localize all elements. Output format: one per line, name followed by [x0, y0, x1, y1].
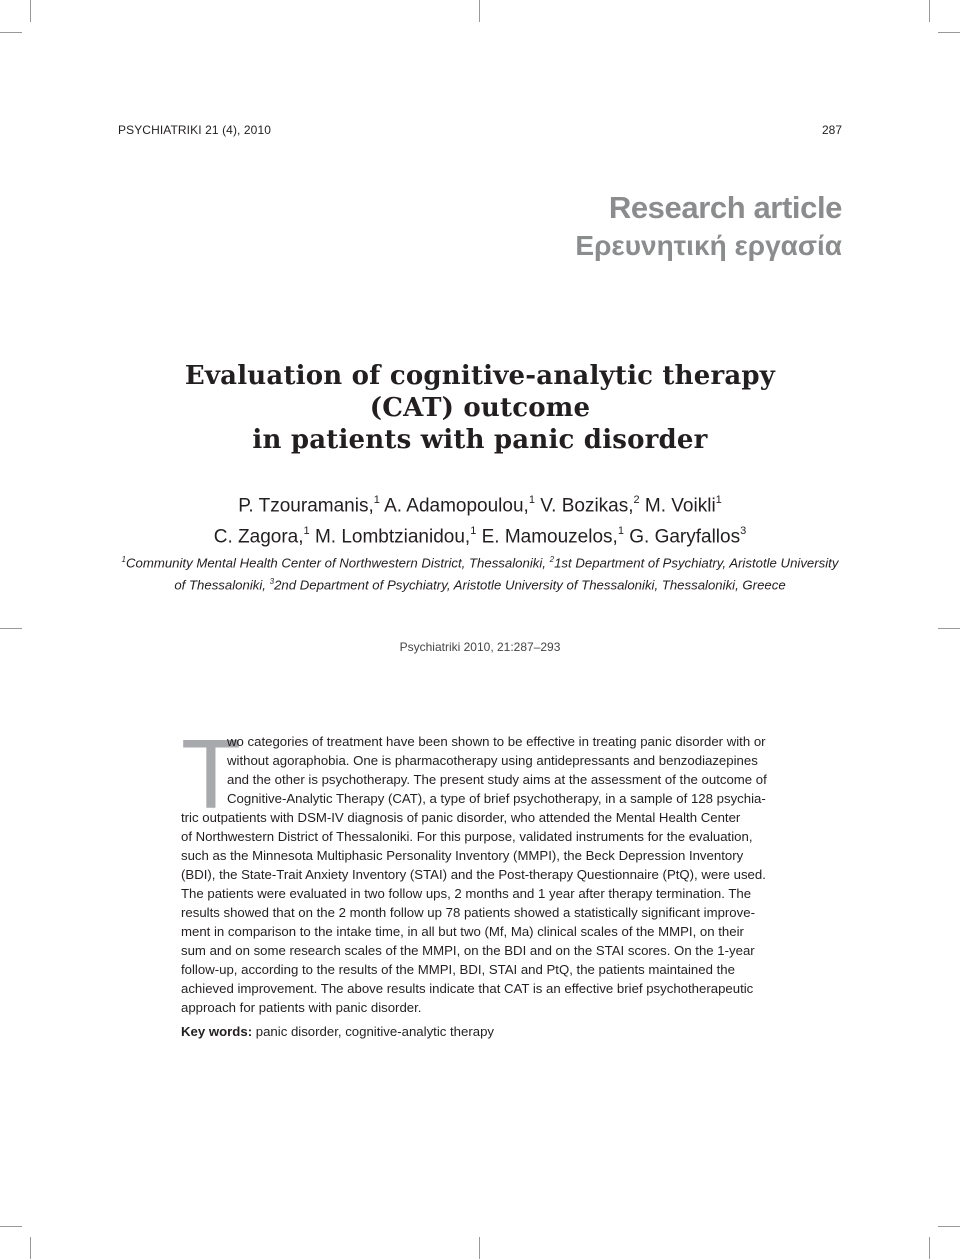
crop-mark-left-bottom [0, 1226, 22, 1227]
affiliation-line-2 [110, 572, 850, 594]
author-affiliation-number: 1 [470, 525, 477, 538]
abstract-line: of Northwestern District of Thessaloniki. For this purpose, validated instruments for the evaluation, [181, 829, 753, 844]
page-number: 287 [821, 123, 842, 137]
keywords [181, 1024, 494, 1039]
abstract-line: results showed that on the 2 month follow up 78 patients showed a statistically significant improve- [181, 905, 755, 920]
author-affiliation-number: 1 [617, 525, 624, 538]
crop-mark-right-middle [938, 628, 960, 629]
abstract-line: without agoraphobia. One is pharmacotherapy using antidepressants and benzodiazepines [227, 753, 758, 768]
author-affiliation-number: 1 [528, 494, 535, 506]
abstract-line: Cognitive-Analytic Therapy (CAT), a type of brief psychotherapy, in a sample of 128 psychia- [227, 791, 766, 806]
crop-mark-right-bottom [938, 1226, 960, 1227]
article-title [120, 360, 840, 456]
author-name: V. Bozikas, [540, 495, 634, 517]
article-type-greek: Ερευνητική εργασία [575, 230, 842, 261]
abstract-line: The patients were evaluated in two follow ups, 2 months and 1 year after therapy termination. The [181, 886, 752, 901]
author-name: P. Tzouramanis, [238, 495, 374, 517]
crop-mark-right-top [938, 32, 960, 33]
citation: Psychiatriki 2010, 21:287–293 [399, 640, 561, 654]
crop-mark-top-center [479, 0, 480, 22]
crop-mark-bottom-center [479, 1237, 480, 1259]
crop-mark-bottom-right [929, 1237, 930, 1259]
abstract-line: achieved improvement. The above results indicate that CAT is an effective brief psychotherapeutic [181, 981, 754, 996]
author-name: E. Mamouzelos, [481, 526, 618, 548]
author-affiliation-number: 1 [373, 494, 380, 506]
author-line-2 [120, 519, 840, 550]
affiliation-line-1 [110, 550, 850, 572]
affiliation-2-continued: of Thessaloniki, [174, 577, 266, 593]
abstract-line: approach for patients with panic disorder. [181, 1000, 422, 1015]
crop-mark-top-right [929, 0, 930, 22]
author-name: M. Lombtzianidou, [314, 526, 471, 548]
crop-mark-left-middle [0, 628, 22, 629]
author-list [120, 488, 840, 551]
author-name: A. Adamopoulou, [384, 495, 529, 517]
abstract-line: tric outpatients with DSM-IV diagnosis of panic disorder, who attended the Mental Health Center [181, 810, 741, 825]
keywords-text: panic disorder, cognitive-analytic therapy [252, 1024, 494, 1039]
author-affiliation-number: 1 [303, 525, 310, 538]
keywords-label: Key words: [181, 1024, 253, 1039]
title-line: Evaluation of cognitive-analytic therapy [184, 361, 776, 391]
title-line: (CAT) outcome [369, 393, 591, 423]
affiliations [110, 550, 850, 595]
affiliation-2: 1st Department of Psychiatry, Aristotle University [554, 555, 839, 571]
author-affiliation-number: 3 [740, 525, 747, 538]
article-type [575, 190, 842, 266]
affiliation-number: 3 [269, 577, 275, 587]
abstract-line: ment in comparison to the intake time, in all but two (Mf, Ma) clinical scales of the MMPI, on their [181, 924, 744, 939]
journal-header: PSYCHIATRIKI 21 (4), 2010 [118, 123, 272, 137]
affiliation-number: 1 [121, 555, 126, 564]
affiliation-3: 2nd Department of Psychiatry, Aristotle University of Thessaloniki, Thessaloniki, Greece [274, 577, 786, 593]
crop-mark-top-left [30, 0, 31, 22]
author-name: M. Voikli [644, 495, 716, 517]
crop-mark-bottom-left [30, 1237, 31, 1259]
abstract-line: (BDI), the State-Trait Anxiety Inventory (STAI) and the Post-therapy Questionnaire (PtQ), were used. [181, 867, 766, 882]
abstract-line: such as the Minnesota Multiphasic Personality Inventory (MMPI), the Beck Depression Inventory [181, 848, 744, 863]
affiliation-1: Community Mental Health Center of Northwestern District, Thessaloniki, [126, 555, 546, 571]
drop-cap: T [181, 719, 241, 829]
affiliation-number: 2 [549, 555, 555, 564]
abstract-line: and the other is psychotherapy. The present study aims at the assessment of the outcome of [227, 772, 767, 787]
author-line-1 [120, 488, 840, 519]
article-type-english: Research article [608, 190, 842, 225]
abstract-line: wo categories of treatment have been shown to be effective in treating panic disorder with or [227, 734, 766, 749]
author-affiliation-number: 1 [715, 494, 722, 506]
author-name: C. Zagora, [213, 526, 304, 548]
crop-mark-left-top [0, 32, 22, 33]
author-name: G. Garyfallos [629, 526, 741, 548]
abstract-line: follow-up, according to the results of the MMPI, BDI, STAI and PtQ, the patients maintained the [181, 962, 735, 977]
abstract-line: sum and on some research scales of the MMPI, on the BDI and on the STAI scores. On the 1-year [181, 943, 755, 958]
author-affiliation-number: 2 [633, 494, 640, 506]
title-line: in patients with panic disorder [252, 425, 708, 455]
